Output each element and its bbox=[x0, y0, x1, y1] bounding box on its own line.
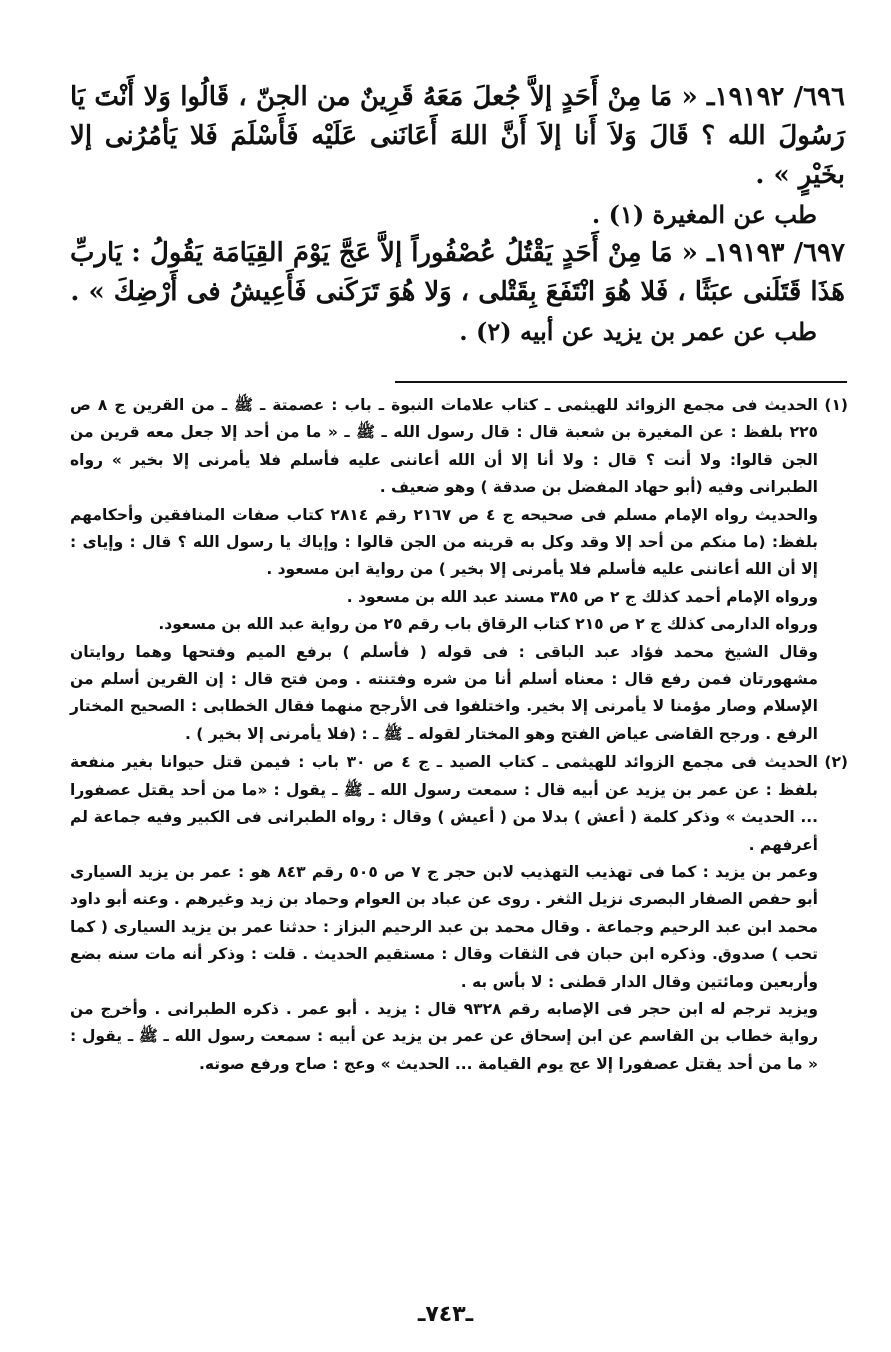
footnote-1-paragraph: ورواه الإمام أحمد كذلك ج ٢ ص ٣٨٥ مسند عبد الله بن مسعود . bbox=[346, 587, 818, 606]
footnote-1-marker: (١) bbox=[824, 396, 848, 414]
footnote-1-paragraph: وقال الشيخ محمد فؤاد عبد الباقى : فى قوله ( فأسلم ) برفع الميم وفتحها وهما روايتان مشهورتان فمن رفع قال : معناه أسلم أنا من شره وفتنته . ومن فتح قال : إن القرين أسلم من الإسلام وصار مؤمنا لا يأمرنى إلا بخير. واختلفوا فى الأرجح منهما فقال الخطابى : الصحيح المختار الرفع . ورجح القاضى عياض الفتح وهو المختار لقوله ـ ﷺ ـ : (فلا يأمرنى إلا بخير ) . bbox=[70, 642, 818, 743]
footnote-1-paragraph: ورواه الدارمى كذلك ج ٢ ص ٢١٥ كتاب الرقاق باب رقم ٢٥ من رواية عبد الله بن مسعود. bbox=[158, 615, 818, 634]
footnote-1-paragraph: الحديث فى مجمع الزوائد للهيثمى ـ كتاب علامات النبوة ـ باب : عصمتة ـ ﷺ ـ من القرين ج ٨ ص ٢٢٥ بلفظ : عن المغيرة بن شعبة قال : قال رسول الله ـ ﷺ ـ « ما من أحد إلا جعل معه قرين من الجن قالوا: ولا أنت ؟ قال : ولا أنا إلا أن الله أعاننى عليه فأسلم فلا يأمرنى إلا بخير » رواه الطبرانى وفيه (أبو حهاد المفضل بن صدقة ) وهو ضعيف . bbox=[70, 396, 818, 497]
main-text bbox=[70, 78, 845, 351]
footnote-1-paragraph: والحديث رواه الإمام مسلم فى صحيحه ج ٤ ص ٢١٦٧ رقم ٢٨١٤ كتاب صفات المنافقين وأحكامهم بلفظ: (ما منكم من أحد إلا وقد وكل به قرينه من الجن قالوا : وإياك يا رسول الله ؟ قال : وإياى : إلا أن الله أعاننى عليه فأسلم فلا يأمرنى إلا بخير ) من رواية ابن مسعود . bbox=[70, 505, 819, 579]
hadith-696-source: طب عن المغيرة (١) . bbox=[591, 200, 817, 229]
footnote-2-paragraph: ويزيد ترجم له ابن حجر فى الإصابه رقم ٩٣٢٨ قال : يزيد . أبو عمر . ذكره الطبرانى . وأخرج من رواية خطاب بن القاسم عن ابن إسحاق عن عمر بن يزيد عن أبيه : سمعت رسول الله ـ ﷺ ـ يقول : « ما من أحد يقتل عصفورا إلا عج يوم القيامة ... الحديث » وعج : صاح ورفع صوته. bbox=[70, 999, 819, 1073]
hadith-697-text: ٦٩٧/ ١٩١٩٣ـ « مَا مِنْ أَحَدٍ يَقْتُلُ عُصْفُوراً إلاَّ عَجَّ يَوْمَ القِيَامَة يَقُولُ : يَاربِّ هَذَا قَتَلَنى عبَثًا ، فَلا هُوَ انْتَفَعَ بِقَتْلى ، وَلا هُوَ تَرَكَنى فَأَعِيشُ فى أَرْضِكَ » . bbox=[70, 238, 845, 307]
footnote-2-paragraph: وعمر بن يزيد : كما فى تهذيب التهذيب لابن حجر ج ٧ ص ٥٠٥ رقم ٨٤٣ هو : عمر بن يزيد السيارى أبو حفص الصفار البصرى نزيل الثغر . روى عن عباد بن العوام وحماد بن زيد وغيرهم . وعنه أبو داود محمد ابن عبد الرحيم وجماعة . وقال محمد بن عبد الرحيم البزاز : حدثنا عمر بن يزيد السيارى ( كما تحب ) صدوق. وذكره ابن حبان فى الثقات وقال : مستقيم الحديث . قلت : وذكر أنه مات سنه بضع وأربعين ومائتين وقال الدار قطنى : لا بأس به . bbox=[70, 862, 818, 991]
footnote-2 bbox=[70, 749, 848, 1078]
page-number: ـ٧٤٣ـ bbox=[417, 1302, 474, 1327]
footnotes bbox=[70, 392, 848, 1079]
hadith-697-source: طب عن عمر بن يزيد عن أبيه (٢) . bbox=[459, 317, 817, 346]
footnote-divider bbox=[395, 381, 847, 383]
footnote-2-marker: (٢) bbox=[824, 753, 848, 772]
footnote-1 bbox=[70, 392, 848, 748]
footnote-2-paragraph: الحديث فى مجمع الزوائد للهيثمى ـ كتاب الصيد ـ ج ٤ ص ٣٠ باب : فيمن قتل حيوانا بغير منفعة بلفظ : عن عمر بن يزيد عن أبيه قال : سمعت رسول الله ـ ﷺ ـ يقول : «ما من أحد يقتل عصفورا ... الحديث » وذكر كلمة ( أعش ) بدلا من ( أعيش ) وقال : رواه الطبرانى فى الكبير وفيه جماعة لم أعرفهم . bbox=[70, 753, 818, 854]
hadith-696-text: ٦٩٦/ ١٩١٩٢ـ « مَا مِنْ أَحَدٍ إلاَّ جُعلَ مَعَهُ قَرِينٌ من الجنّ ، قَالُوا وَلا أَنْتَ يَا رَسُولَ الله ؟ قَالَ وَلاَ أَنا إلاَ أَنَّ اللهَ أَعَانَنى عَلَيْه فَأَسْلَمَ فَلا يَأمُرُنى إلا بخَيْرٍ » . bbox=[70, 82, 845, 190]
